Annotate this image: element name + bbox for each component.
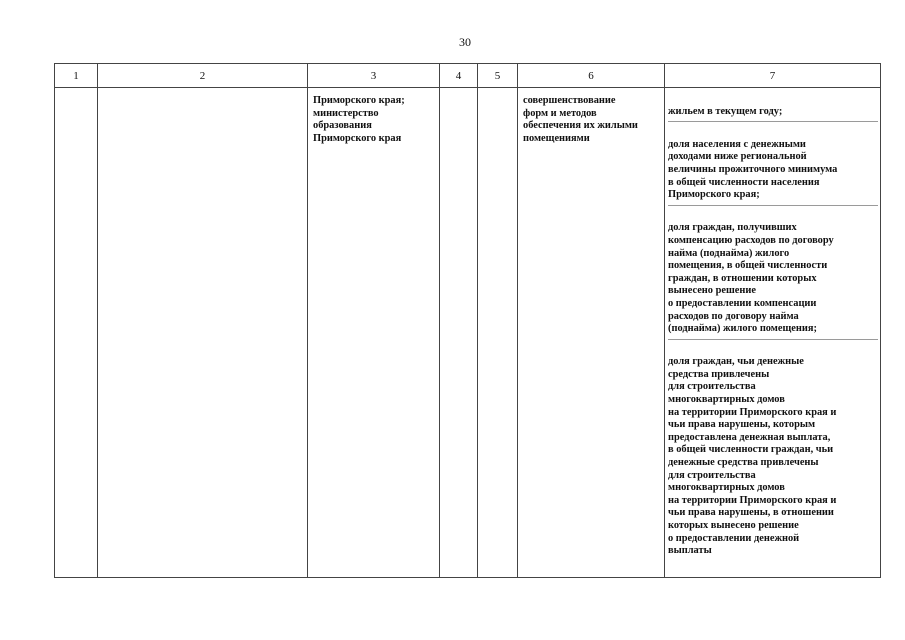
page-number: 30 (459, 35, 471, 49)
table-row (55, 88, 881, 578)
table-header-row (55, 64, 881, 88)
column-header-7: 7 (665, 64, 881, 88)
cell-text-col6: совершенствование форм и методов обеспечения их жилыми помещениями (523, 95, 638, 144)
indicator-paragraph: доля граждан, чьи денежные средства привлечены для строительства многоквартирных домов на территории Приморского края и чьи права нарушены, которым предоставлена денежная выплата, в общей численности граждан, чьи денежные средства привлечены для строительства многоквартирных домов на территории Приморского края и чьи права нарушены, в отношении которых вынесено решение о предоставлении денежной выплаты (668, 356, 837, 557)
table-cell-col2 (98, 88, 308, 578)
column-header-3: 3 (308, 64, 440, 88)
cell-text-col5 (478, 88, 517, 95)
cell-text-col7 (665, 88, 880, 577)
table-cell-col7 (665, 88, 881, 578)
table-cell-col1 (55, 88, 98, 578)
indicator-paragraph: жильем в текущем году; (668, 106, 878, 123)
cell-text-col2 (98, 88, 307, 95)
cell-text-col3: Приморского края; министерство образования Приморского края (313, 95, 405, 144)
indicator-paragraph: доля граждан, получивших компенсацию расходов по договору найма (поднайма) жилого помещения, в общей численности граждан, в отношении которых вынесено решение о предоставлении компенсации расходов по договору найма (поднайма) жилого помещения; (668, 222, 878, 339)
document-table (54, 63, 881, 578)
column-header-2: 2 (98, 64, 308, 88)
cell-text-col4 (440, 88, 477, 95)
table-cell-col5 (478, 88, 518, 578)
table-cell-col4 (440, 88, 478, 578)
cell-text-col1 (55, 88, 97, 95)
table-cell-col6 (518, 88, 665, 578)
column-header-4: 4 (440, 64, 478, 88)
column-header-1: 1 (55, 64, 98, 88)
indicator-paragraph: доля населения с денежными доходами ниже региональной величины прожиточного минимума в общей численности населения Приморского края; (668, 139, 878, 206)
table-cell-col3 (308, 88, 440, 578)
column-header-6: 6 (518, 64, 665, 88)
column-header-5: 5 (478, 64, 518, 88)
